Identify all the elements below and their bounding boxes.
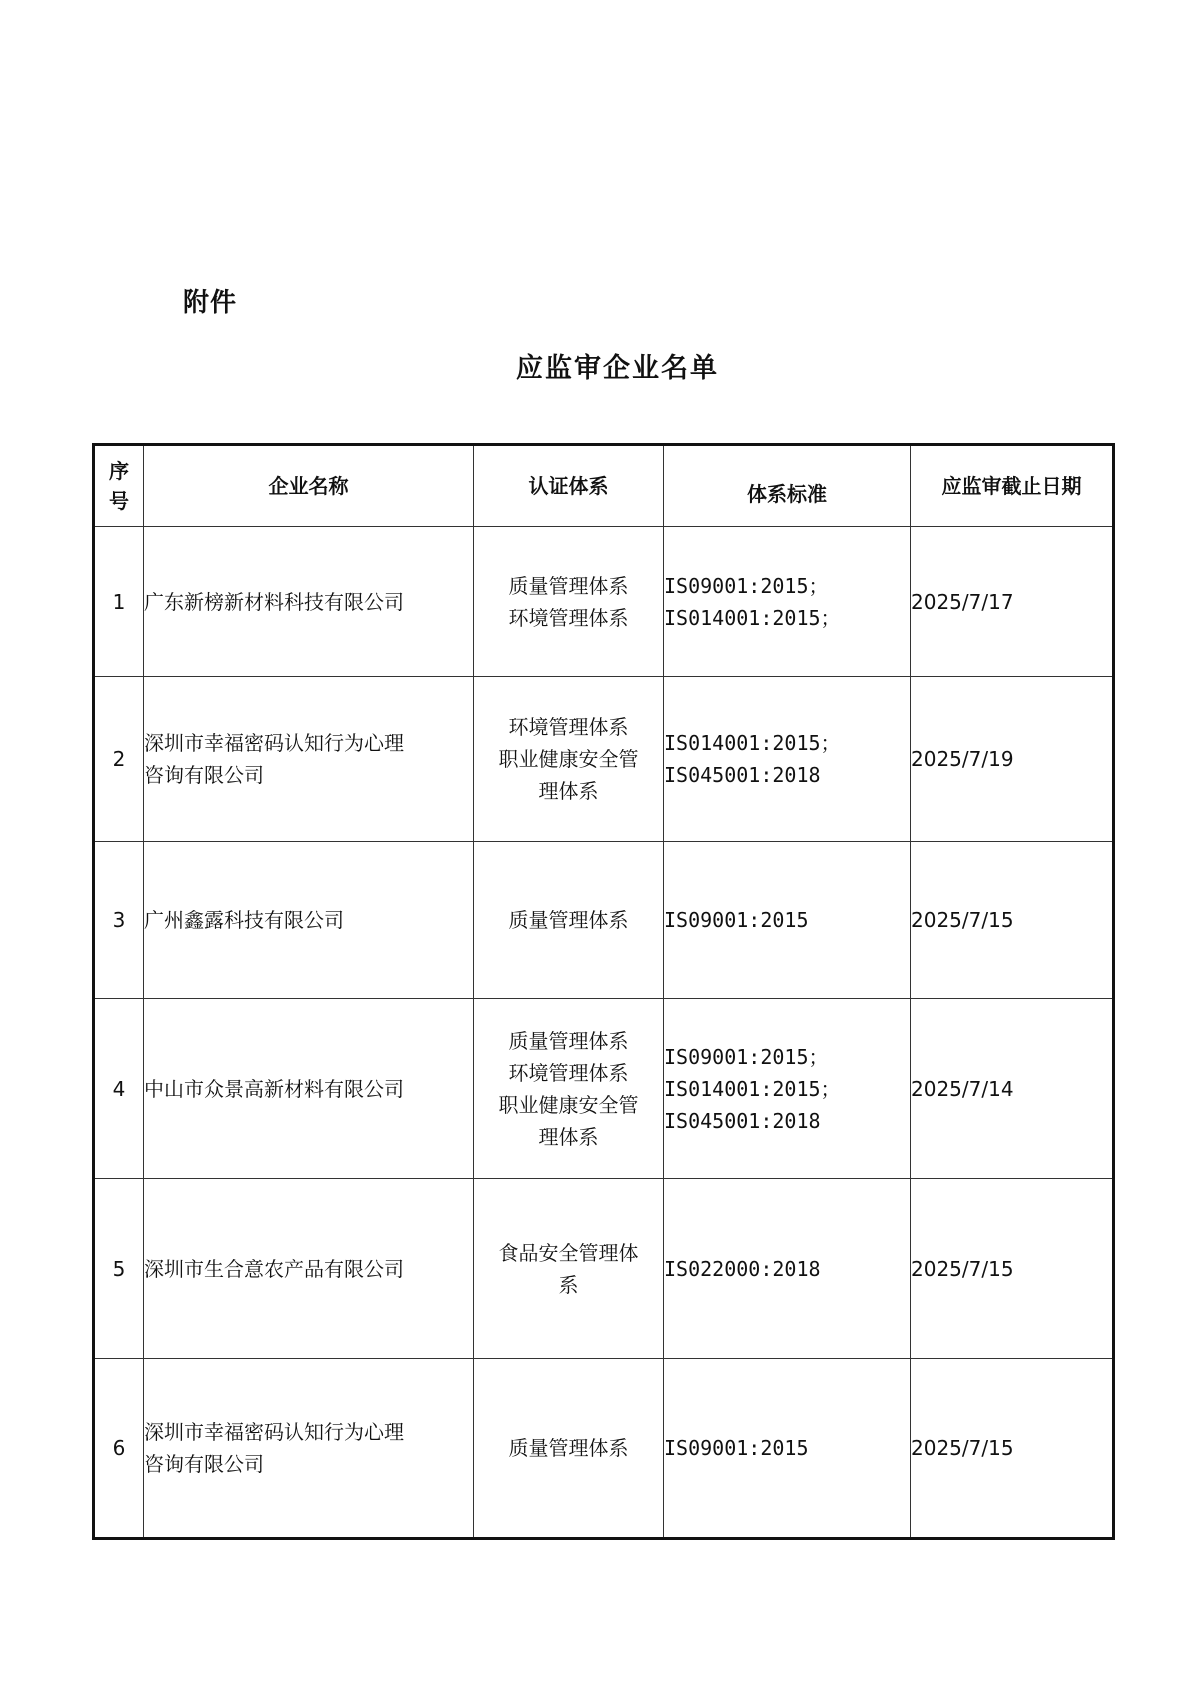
standard-line: IS09001:2015； <box>664 573 829 598</box>
header-seq-line: 序 <box>109 459 129 483</box>
cell-standard <box>664 999 911 1179</box>
cert-system-line: 食品安全管理体 <box>498 1240 639 1265</box>
cell-cert-system <box>474 527 664 677</box>
table-header-row <box>94 445 1114 527</box>
cell-cert-system <box>474 1359 664 1539</box>
company-name-line: 广州鑫露科技有限公司 <box>144 908 344 932</box>
cell-seq: 5 <box>94 1179 144 1359</box>
company-name-line: 咨询有限公司 <box>144 763 264 787</box>
standard-line: IS014001:2015； <box>664 731 841 755</box>
page-title: 应监审企业名单 <box>516 353 719 384</box>
company-name-line: 深圳市幸福密码认知行为心理 <box>144 1420 404 1444</box>
standard-line: IS014001:2015； <box>664 605 841 630</box>
header-seq <box>94 445 144 527</box>
standard-line: IS045001:2018 <box>664 763 821 787</box>
header-company-name: 企业名称 <box>144 445 474 527</box>
cell-company-name <box>144 527 474 677</box>
standard-line: IS09001:2015； <box>664 1044 829 1069</box>
table-row <box>94 1359 1114 1539</box>
company-name-line: 深圳市生合意农产品有限公司 <box>144 1256 404 1281</box>
cell-cert-system <box>474 1179 664 1359</box>
company-name-line: 中山市众景高新材料有限公司 <box>144 1076 404 1101</box>
cert-system-line: 环境管理体系 <box>508 1060 629 1085</box>
cell-company-name <box>144 842 474 999</box>
company-name-line: 咨询有限公司 <box>144 1452 264 1476</box>
header-cert-system: 认证体系 <box>474 445 664 527</box>
cert-system-line: 质量管理体系 <box>508 908 629 932</box>
header-deadline: 应监审截止日期 <box>911 445 1114 527</box>
cell-deadline: 2025/7/15 <box>911 1359 1114 1539</box>
table-row <box>94 1179 1114 1359</box>
cell-seq: 3 <box>94 842 144 999</box>
header-standard-label: 体系标准 <box>747 482 827 506</box>
cert-system-line: 质量管理体系 <box>508 573 629 598</box>
company-name-line: 广东新榜新材料科技有限公司 <box>144 589 404 614</box>
cell-company-name <box>144 1359 474 1539</box>
standard-line: IS09001:2015 <box>664 1436 809 1460</box>
table-row <box>94 527 1114 677</box>
cell-deadline: 2025/7/15 <box>911 1179 1114 1359</box>
cert-system-line: 理体系 <box>538 779 599 803</box>
cell-cert-system <box>474 999 664 1179</box>
company-name-line: 深圳市幸福密码认知行为心理 <box>144 731 404 755</box>
cert-system-line: 系 <box>558 1272 579 1297</box>
cell-deadline: 2025/7/15 <box>911 842 1114 999</box>
cell-standard <box>664 1179 911 1359</box>
standard-line: IS022000:2018 <box>664 1256 821 1281</box>
cell-cert-system <box>474 677 664 842</box>
cell-standard <box>664 842 911 999</box>
cert-system-line: 职业健康安全管 <box>498 747 639 771</box>
cell-standard <box>664 1359 911 1539</box>
cert-system-line: 质量管理体系 <box>508 1436 629 1460</box>
cell-seq: 6 <box>94 1359 144 1539</box>
cell-deadline: 2025/7/17 <box>911 527 1114 677</box>
cell-standard <box>664 677 911 842</box>
standard-line: IS014001:2015； <box>664 1076 841 1101</box>
cell-deadline: 2025/7/19 <box>911 677 1114 842</box>
cell-company-name <box>144 1179 474 1359</box>
cell-deadline: 2025/7/14 <box>911 999 1114 1179</box>
cert-system-line: 环境管理体系 <box>508 605 629 630</box>
standard-line: IS045001:2018 <box>664 1108 821 1133</box>
table-row <box>94 677 1114 842</box>
header-standard <box>664 445 911 527</box>
cell-seq: 4 <box>94 999 144 1179</box>
table-row <box>94 999 1114 1179</box>
standard-line: IS09001:2015 <box>664 908 809 932</box>
cell-company-name <box>144 999 474 1179</box>
cert-system-line: 质量管理体系 <box>508 1028 629 1053</box>
cell-standard <box>664 527 911 677</box>
table-row <box>94 842 1114 999</box>
cell-seq: 1 <box>94 527 144 677</box>
cell-company-name <box>144 677 474 842</box>
cert-system-line: 职业健康安全管 <box>498 1092 639 1117</box>
cert-system-line: 理体系 <box>538 1124 599 1149</box>
cert-system-line: 环境管理体系 <box>508 715 629 739</box>
attachment-label: 附件 <box>183 288 238 318</box>
header-seq-line: 号 <box>109 489 129 513</box>
audit-company-table <box>92 443 1115 1540</box>
cell-seq: 2 <box>94 677 144 842</box>
cell-cert-system <box>474 842 664 999</box>
